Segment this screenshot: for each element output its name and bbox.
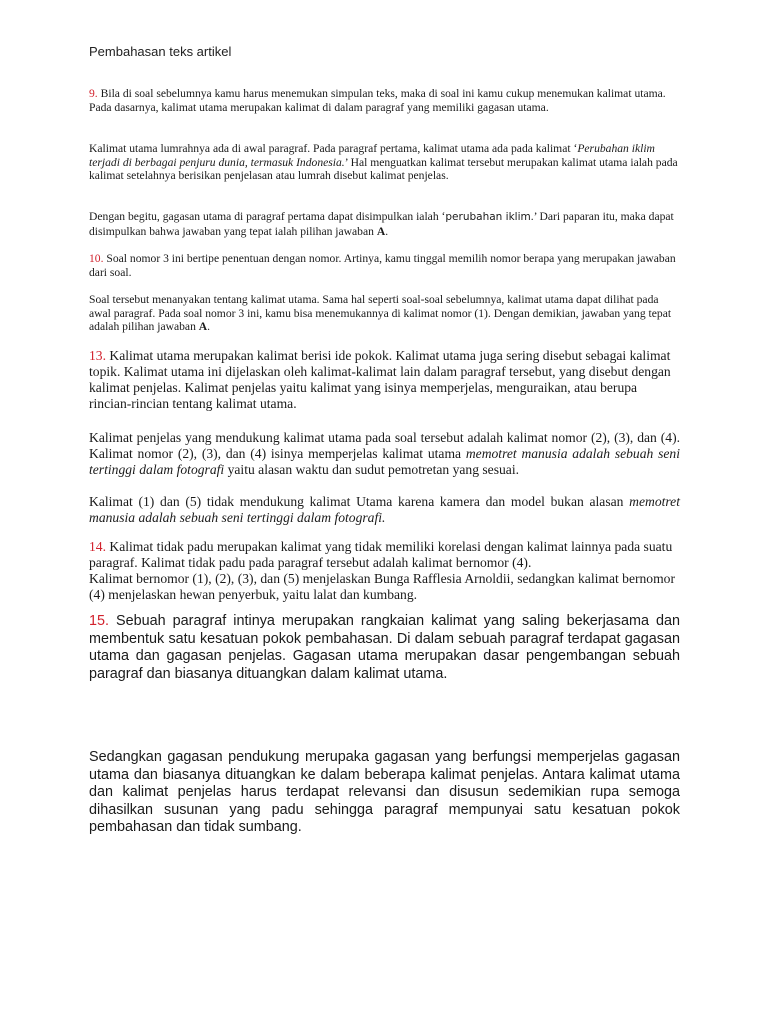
q13-italic-2: memotret manusia adalah sebuah seni tertinggi dalam fotografi bbox=[89, 446, 680, 477]
q9-text-3a: Dengan begitu, gagasan utama di paragraf pertama dapat disimpulkan ialah ‘ bbox=[89, 210, 446, 223]
q9-paragraph-3 bbox=[89, 210, 680, 238]
q13-text-1: Kalimat utama merupakan kalimat berisi ide pokok. Kalimat utama juga sering disebut sebagai kalimat topik. Kalimat utama ini dijelaskan oleh kalimat-kalimat lain dalam paragraf tersebut, yang disebut dengan kalimat penjelas. Kalimat penjelas yaitu kalimat yang isinya memperjelas, menguraikan, atau berupa rincian-rincian tentang kalimat utama. bbox=[89, 348, 671, 411]
q13-number: 13. bbox=[89, 348, 106, 363]
q10-answer: A bbox=[198, 320, 208, 334]
q14-paragraph-2 bbox=[89, 571, 680, 603]
q15-text-2: Sedangkan gagasan pendukung merupaka gagasan yang berfungsi memperjelas gagasan utama dan biasanya dituangkan ke dalam beberapa kalimat penjelas. Antara kalimat utama dan kalimat penjelas harus terdapat relevansi dan disusun sedemikian rupa semoga dihasilkan susunan yang padu sehingga paragraf mempunyai satu kesatuan pokok pembahasan dan tidak sumbang. bbox=[89, 749, 680, 836]
q9-paragraph-2 bbox=[89, 142, 680, 183]
q10-text-1: Soal nomor 3 ini bertipe penentuan dengan nomor. Artinya, kamu tinggal memilih nomor berapa yang merupakan jawaban dari soal. bbox=[89, 252, 676, 279]
q9-main-idea: perubahan iklim bbox=[445, 211, 531, 223]
q9-text-3b: .’ Dari paparan itu, maka dapat disimpulkan bahwa jawaban yang tepat ialah pilihan jawaban bbox=[89, 210, 674, 238]
q9-answer: A bbox=[376, 224, 386, 238]
q14-text-2: Kalimat bernomor (1), (2), (3), dan (5) menjelaskan Bunga Rafflesia Arnoldii, sedangkan kalimat bernomor (4) menjelaskan hewan penyerbuk, yaitu lalat dan kumbang. bbox=[89, 571, 675, 602]
q13-text-3a: Kalimat (1) dan (5) tidak mendukung kalimat Utama karena kamera dan model bukan alasan bbox=[89, 494, 630, 509]
q13-paragraph-2 bbox=[89, 430, 680, 478]
q10-text-2-end: . bbox=[207, 320, 211, 334]
q14-paragraph-1 bbox=[89, 539, 680, 571]
q15-number: 15. bbox=[89, 613, 110, 629]
q15-paragraph-1 bbox=[89, 613, 680, 683]
q9-number: 9. bbox=[89, 87, 98, 100]
q13-paragraph-1 bbox=[89, 348, 680, 412]
q14-number: 14. bbox=[89, 539, 106, 554]
q10-paragraph-1 bbox=[89, 252, 680, 279]
q10-paragraph-2 bbox=[89, 293, 680, 334]
q9-text-3-end: . bbox=[385, 224, 389, 238]
q15-text-1: Sebuah paragraf intinya merupakan rangkaian kalimat yang saling bekerjasama dan membentuk satu kesatuan pokok pembahasan. Di dalam sebuah paragraf terdapat gagasan utama dan gagasan penjelas. Gagasan utama merupakan dasar pengembangan sebuah paragraf dan biasanya dituangkan dalam kalimat utama. bbox=[89, 613, 680, 682]
q9-quote-italic: Perubahan iklim terjadi di berbagai penjuru dunia, termasuk Indonesia. bbox=[89, 142, 655, 169]
q9-text-2b: ’ Hal menguatkan kalimat tersebut merupakan kalimat utama ialah pada kalimat setelahnya berisikan penjelasan atau lumrah disebut kalimat penjelas. bbox=[89, 155, 678, 183]
q14-text-1: Kalimat tidak padu merupakan kalimat yang tidak memiliki korelasi dengan kalimat lainnya pada suatu paragraf. Kalimat tidak padu pada paragraf tersebut adalah kalimat bernomor (4). bbox=[89, 539, 673, 570]
q9-text-1: Bila di soal sebelumnya kamu harus menemukan simpulan teks, maka di soal ini kamu cukup menemukan kalimat utama. Pada dasarnya, kalimat utama merupakan kalimat di dalam paragraf yang memiliki gagasan utama. bbox=[89, 87, 666, 114]
q10-text-2a: Soal tersebut menanyakan tentang kalimat utama. Sama hal seperti soal-soal sebelumnya, kalimat utama dapat dilihat pada awal paragraf. Pada soal nomor 3 ini, kamu bisa menemukannya di kalimat nomor (1). Dengan demikian, jawaban yang tepat adalah pilihan jawaban bbox=[89, 293, 672, 334]
q10-number: 10. bbox=[89, 252, 104, 265]
page-header: Pembahasan teks artikel bbox=[89, 44, 232, 59]
q9-paragraph-1 bbox=[89, 87, 680, 114]
q13-italic-3: memotret manusia adalah sebuah seni tertinggi dalam fotografi. bbox=[89, 494, 680, 525]
q9-text-2a: Kalimat utama lumrahnya ada di awal paragraf. Pada paragraf pertama, kalimat utama ada pada kalimat ‘ bbox=[89, 142, 578, 155]
q15-paragraph-2 bbox=[89, 749, 680, 837]
q13-text-2b: yaitu alasan waktu dan sudut pemotretan yang sesuai. bbox=[224, 462, 520, 477]
q13-paragraph-3 bbox=[89, 494, 680, 526]
q13-text-2a: Kalimat penjelas yang mendukung kalimat utama pada soal tersebut adalah kalimat nomor (2), (3), dan (4). Kalimat nomor (2), (3), dan (4) isinya memperjelas kalimat utama bbox=[89, 430, 680, 461]
